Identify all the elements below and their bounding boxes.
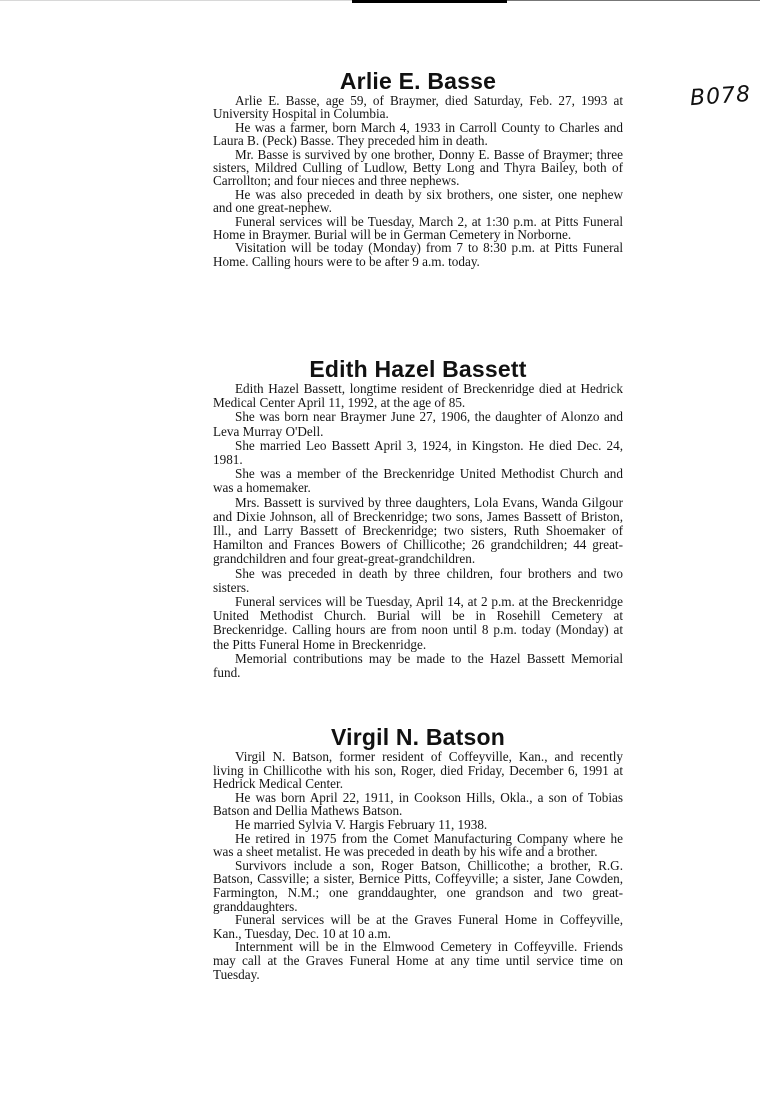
scan-edge-line [0, 0, 352, 1]
obituary-paragraph: He retired in 1975 from the Comet Manufacturing Company where he was a sheet metalist. He was preceded in death by his wife and a brother. [213, 830, 623, 860]
obituary-paragraph: Memorial contributions may be made to the Hazel Bassett Memorial fund. [213, 650, 623, 681]
obituary-paragraph: Internment will be in the Elmwood Cemetery in Coffeyville. Friends may call at the Graves Funeral Home at any time until service time on Tuesday. [213, 939, 623, 982]
obituary-paragraph: He was also preceded in death by six brothers, one sister, one nephew and one great-nephew. [213, 186, 623, 216]
obituary-paragraph: Arlie E. Basse, age 59, of Braymer, died Saturday, Feb. 27, 1993 at University Hospital in Columbia. [213, 93, 623, 122]
obituary-arlie-basse [213, 68, 623, 268]
obituary-paragraph: She was a member of the Breckenridge United Methodist Church and was a homemaker. [213, 466, 623, 496]
obituary-paragraph: Funeral services will be Tuesday, March 2, at 1:30 p.m. at Pitts Funeral Home in Braymer. Burial will be in German Cemetery in Norborne. [213, 213, 623, 243]
obituary-paragraph: Funeral services will be at the Graves Funeral Home in Coffeyville, Kan., Tuesday, Dec. 10 at 10 a.m. [213, 912, 623, 941]
obituary-heading: Arlie E. Basse [339, 68, 497, 94]
obituary-paragraph: Mrs. Bassett is survived by three daughters, Lola Evans, Wanda Gilgour and Dixie Johnson, all of Breckenridge; two sons, James Bassett of Briston, Ill., and Larry Bassett of Breckenridge; two sisters, Ruth Shoemaker of Hamilton and Frances Bowers of Chillicothe; 26 grandchildren; 44 great-grandchildren and four great-great-grandchildren. [213, 494, 623, 567]
obituary-paragraph: Funeral services will be Tuesday, April 14, at 2 p.m. at the Breckenridge United Methodist Church. Burial will be in Rosehill Cemetery at Breckenridge. Calling hours are from noon until 8 p.m. today (Monday) at the Pitts Funeral Home in Breckenridge. [213, 594, 623, 652]
handwritten-reference-note: B078 [689, 81, 752, 112]
obituary-body [213, 382, 623, 680]
obituary-heading: Edith Hazel Bassett [309, 356, 527, 382]
scan-edge-line [507, 0, 760, 1]
obituary-paragraph: Mr. Basse is survived by one brother, Donny E. Basse of Braymer; three sisters, Mildred Culling of Ludlow, Betty Long and Thyra Bailey, both of Carrollton; and four nieces and three nephews. [213, 146, 623, 189]
obituary-paragraph: He was born April 22, 1911, in Cookson Hills, Okla., a son of Tobias Batson and Dellia Mathews Batson. [213, 789, 623, 819]
obituary-paragraph: She married Leo Bassett April 3, 1924, in Kingston. He died Dec. 24, 1981. [213, 437, 623, 468]
obituary-paragraph: She was preceded in death by three children, four brothers and two sisters. [213, 565, 623, 595]
obituary-paragraph: He was a farmer, born March 4, 1933 in Carroll County to Charles and Laura B. (Peck) Basse. They preceded him in death. [213, 119, 623, 149]
obituary-paragraph: He married Sylvia V. Hargis February 11, 1938. [235, 816, 488, 832]
obituary-body [213, 750, 623, 981]
obituary-edith-bassett [213, 356, 623, 680]
obituary-heading: Virgil N. Batson [330, 724, 506, 750]
obituary-paragraph: Survivors include a son, Roger Batson, Chillicothe; a brother, R.G. Batson, Cassville; a sister, Bernice Pitts, Coffeyville; a sister, Jane Cowden, Farmington, N.M.; one granddaughter, one grandson and two great-granddaughters. [213, 857, 623, 914]
obituary-paragraph: Edith Hazel Bassett, longtime resident of Breckenridge died at Hedrick Medical Center April 11, 1992, at the age of 85. [213, 381, 623, 411]
scan-edge-bar [352, 0, 507, 3]
obituary-paragraph: Virgil N. Batson, former resident of Coffeyville, Kan., and recently living in Chillicothe with his son, Roger, died Friday, December 6, 1991 at Hedrick Medical Center. [213, 749, 623, 792]
obituary-paragraph: Visitation will be today (Monday) from 7 to 8:30 p.m. at Pitts Funeral Home. Calling hours were to be after 9 a.m. today. [213, 240, 623, 269]
obituary-body [213, 94, 623, 268]
obituary-virgil-batson [213, 724, 623, 981]
obituary-paragraph: She was born near Braymer June 27, 1906, the daughter of Alonzo and Leva Murray O'Dell. [213, 409, 623, 439]
